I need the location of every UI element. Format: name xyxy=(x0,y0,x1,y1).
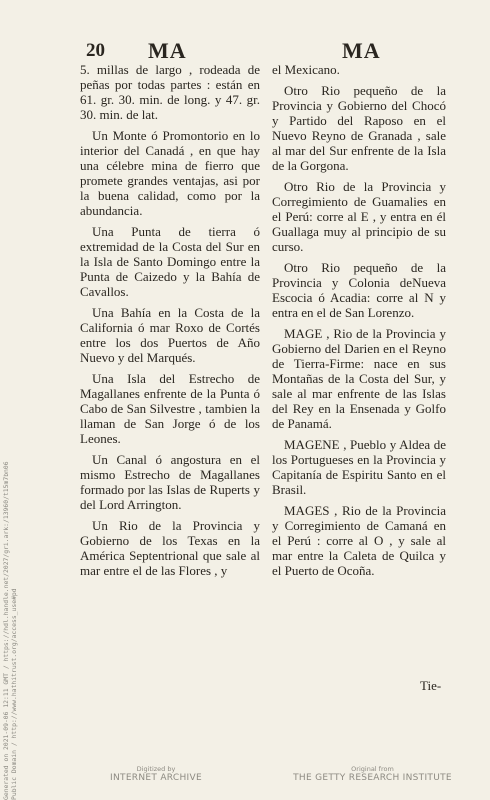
left-column xyxy=(80,62,260,584)
original-from-block xyxy=(285,765,460,784)
entry-paragraph: MAGENE , Pueblo y Aldea de los Portugueses en la Provincia y Capitanía de Espiritu Santo en el Brasil. xyxy=(272,437,446,497)
entry-paragraph: Una Punta de tierra ó extremidad de la Costa del Sur en la Isla de Santo Domingo entre la Punta de Caizedo y la Bahía de Cavallos. xyxy=(80,224,260,299)
entry-paragraph: Una Bahía en la Costa de la California ó mar Roxo de Cortés entre los dos Puertos de Año Nuevo y del Marqués. xyxy=(80,305,260,365)
provenance-line-2: Public Domain / http://www.hathitrust.org/access_use#pd xyxy=(10,588,18,800)
right-running-head: MA xyxy=(342,38,381,63)
entry-paragraph: 5. millas de largo , rodeada de peñas por todas partes : están en 61. gr. 30. min. de long. y 47. gr. 30. min. de lat. xyxy=(80,62,260,122)
entry-paragraph: Otro Rio pequeño de la Provincia y Gobierno del Chocó y Partido del Raposo en el Nuevo Reyno de Granada , sale al mar del Sur enfrente de la Isla de la Gorgona. xyxy=(272,83,446,173)
entry-paragraph: Otro Rio de la Provincia y Corregimiento de Guamalies en el Perú: corre al E , y entra en él Guallaga muy al principio de su curso. xyxy=(272,179,446,254)
internet-archive-label: INTERNET ARCHIVE xyxy=(110,773,202,783)
entry-paragraph: Un Monte ó Promontorio en lo interior del Canadá , en que hay una célebre mina de fierro que promete grandes ventajas, asi por la buena calidad, como por la abundancia. xyxy=(80,128,260,218)
page-number: 20 xyxy=(86,40,105,61)
digitization-footer xyxy=(0,765,490,795)
provenance-line-1: Generated on 2021-09-06 12:11 GMT / https://hdl.handle.net/2027/gri.ark:/13960/t15m7bn06 xyxy=(2,461,10,800)
digitized-by-block xyxy=(96,765,216,784)
entry-paragraph: Una Isla del Estrecho de Magallanes enfrente de la Punta ó Cabo de San Silvestre , tambien la llaman de San Jorge ó de los Leones. xyxy=(80,371,260,446)
entry-paragraph: Un Canal ó angostura en el mismo Estrecho de Magallanes formado por las Islas de Ruperts y del Lord Arrington. xyxy=(80,452,260,512)
entry-paragraph: Otro Rio pequeño de la Provincia y Colonia deNueva Escocia ó Acadia: corre al N y entra en el de San Lorenzo. xyxy=(272,260,446,320)
entry-paragraph: el Mexicano. xyxy=(272,62,340,77)
getty-institute-label: THE GETTY RESEARCH INSTITUTE xyxy=(293,773,452,783)
left-running-head: MA xyxy=(148,38,187,63)
right-column xyxy=(272,62,446,584)
digitized-by-label: Digitized by xyxy=(136,765,176,773)
catchword: Tie- xyxy=(420,678,442,693)
entry-paragraph: Un Rio de la Provincia y Gobierno de los Texas en la América Septentrional que sale al mar entre el de las Flores , y xyxy=(80,518,260,578)
entry-paragraph: MAGES , Rio de la Provincia y Corregimiento de Camaná en el Perú : corre al O , y sale al mar entre la Caleta de Quilca y el Puerto de Ocoña. xyxy=(272,503,446,578)
original-from-label: Original from xyxy=(351,765,394,773)
entry-paragraph: MAGE , Rio de la Provincia y Gobierno del Darien en el Reyno de Tierra-Firme: nace en sus Montañas de la Costa del Sur, y sale al mar enfrente de las Islas del Rey en la Ensenada y Golfo de Panamá. xyxy=(272,326,446,431)
margin-provenance-note xyxy=(2,461,18,800)
